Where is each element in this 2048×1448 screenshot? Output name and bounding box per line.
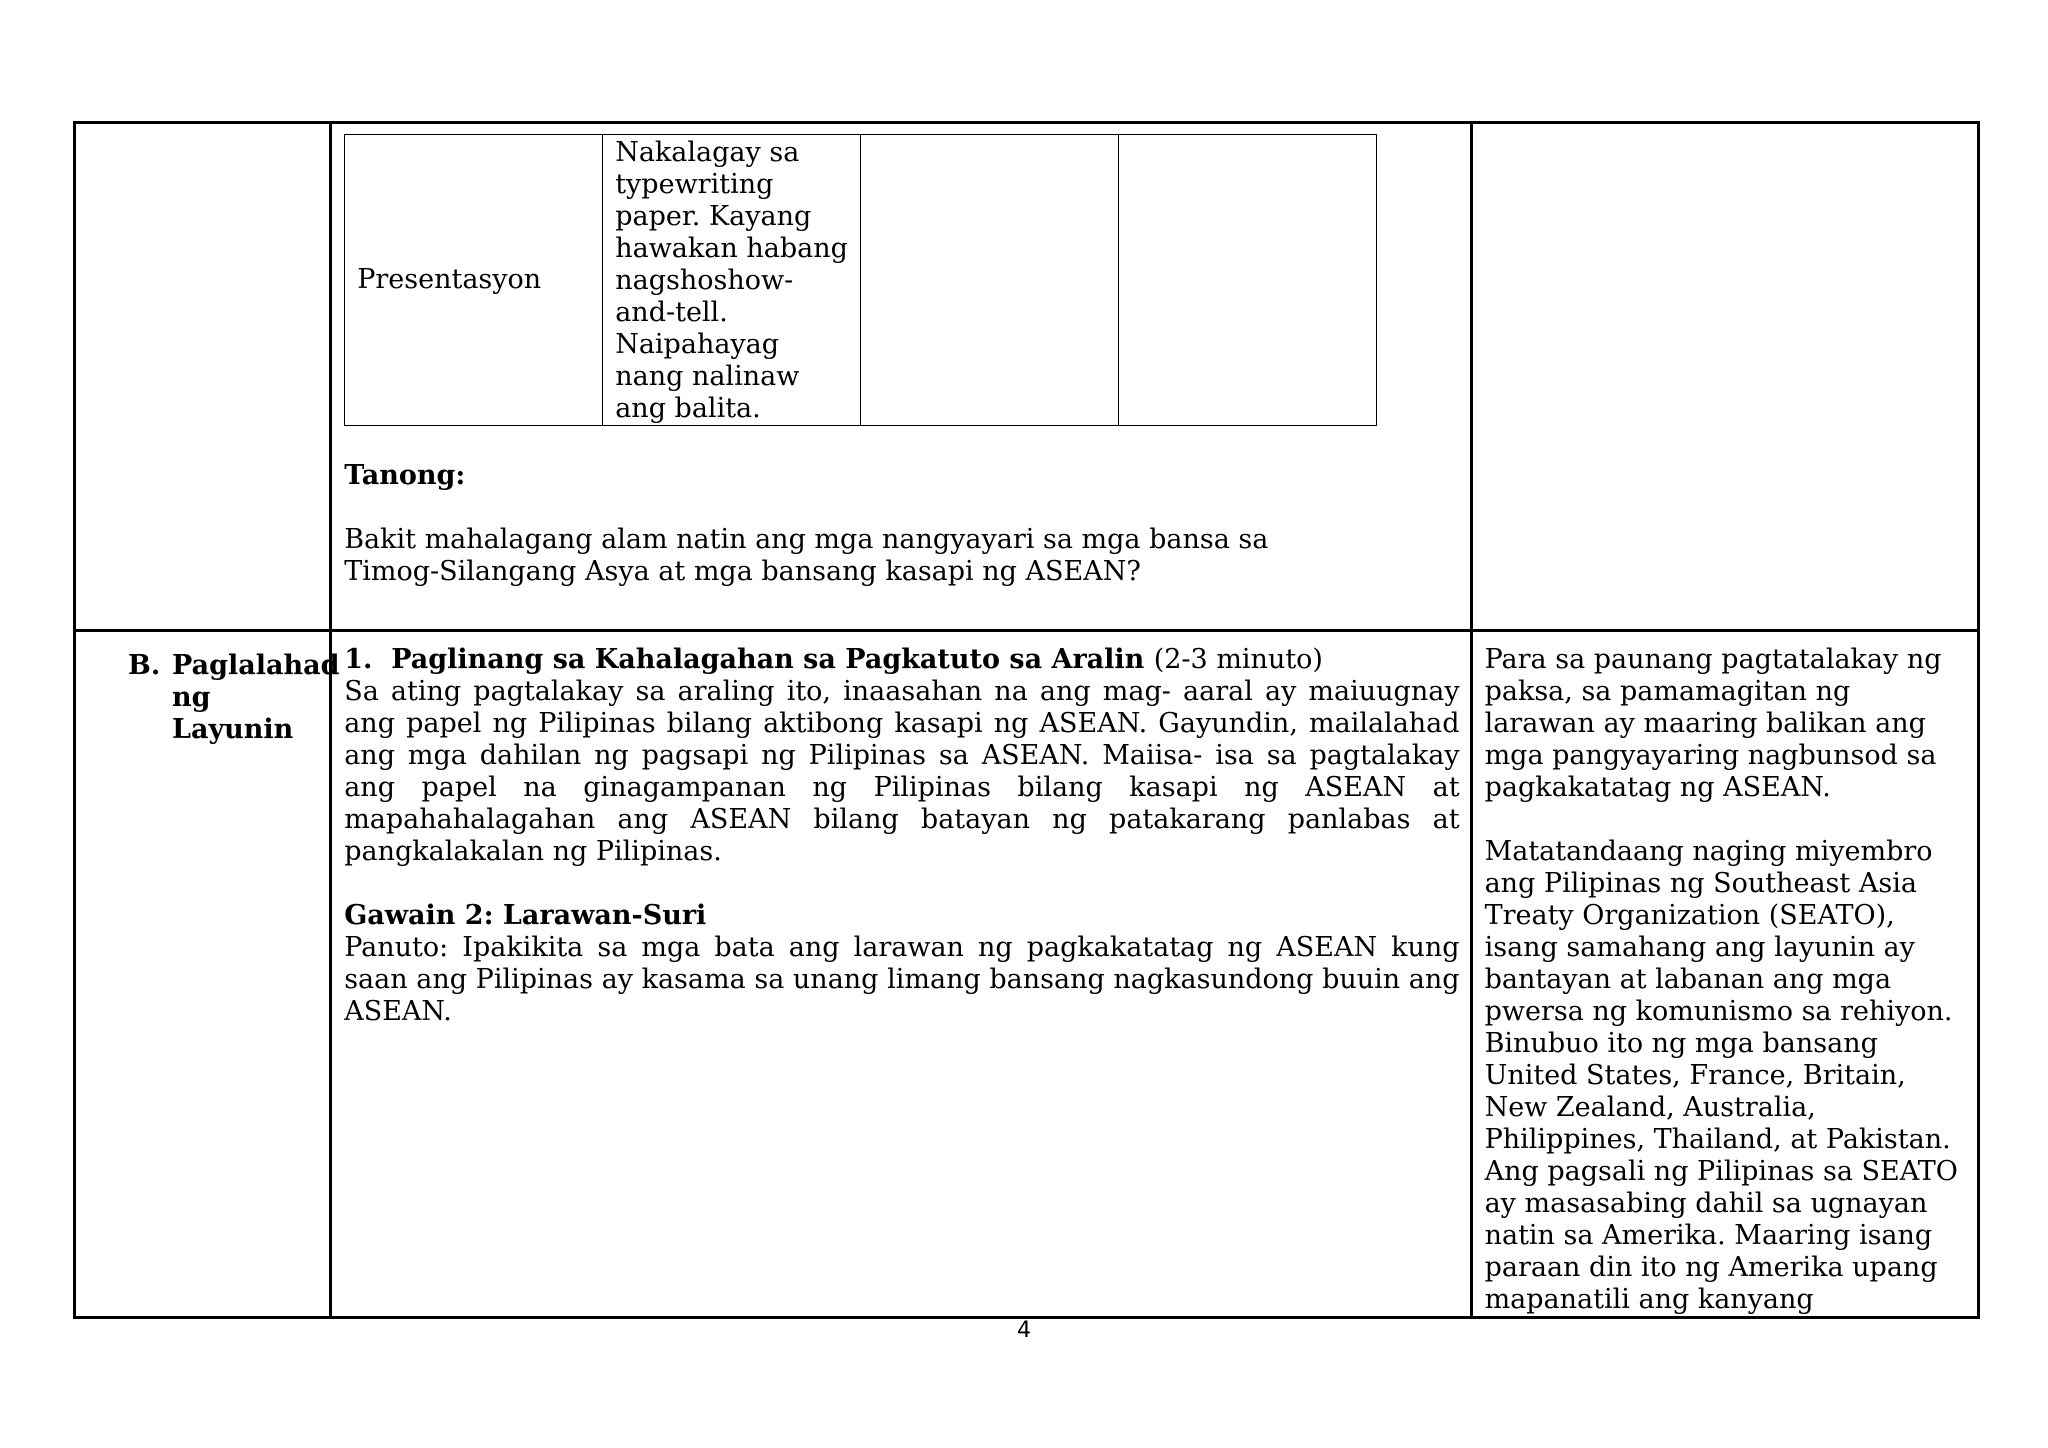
heading-number: 1. [344, 644, 373, 675]
tanong-title: Tanong: [344, 460, 466, 491]
page-number: 4 [1017, 1318, 1031, 1343]
rubric-description: Nakalagay sa typewriting paper. Kayang hawakan habang nagshoshow-and-tell. Naipahayag nang nalinaw ang balita. [603, 135, 861, 426]
side-note-2: Matatandaang naging miyembro ang Pilipinas ng Southeast Asia Treaty Organization (SEATO), isang samahang ang layunin ay bantayan at labanan ang mga pwersa ng komunismo sa rehiyon. Binubuo ito ng mga bansang United States, France, Britain, New Zealand, Australia, Philippines, Thailand, at Pakistan. Ang pagsali ng Pilipinas sa SEATO ay masasabing dahil sa ugnayan natin sa Amerika. Maaring isang paraan din ito ng Amerika upang mapanatili ang kanyang [1484, 836, 1958, 1315]
gawain-text: Panuto: Ipakikita sa mga bata ang larawan ng pagkakatatag ng ASEAN kung saan ang Pilipinas ay kasama sa unang limang bansang nagkasundong buuin ang ASEAN. [344, 932, 1460, 1027]
rubric-row [345, 135, 1377, 426]
rubric-score-cell [861, 135, 1119, 426]
rubric-table [344, 134, 1377, 426]
tanong-text: Bakit mahalagang alam natin ang mga nangyayari sa mga bansa sa Timog-Silangang Asya at mga bansang kasapi ng ASEAN? [344, 524, 1269, 587]
side-note-1: Para sa paunang pagtatalakay ng paksa, sa pamamagitan ng larawan ay maaring balikan ang mga pangyayaring nagbunsod sa pagkakatatag ng ASEAN. [1484, 644, 1942, 803]
table-row [75, 631, 1979, 1318]
side-cell-empty [1471, 123, 1978, 631]
side-notes-cell [1471, 631, 1978, 1318]
rubric-criterion: Presentasyon [345, 135, 603, 426]
section-label-cell [75, 631, 340, 1318]
heading-title: Paglinang sa Kahalagahan sa Pagkatuto sa Aralin [391, 644, 1145, 675]
content-cell [331, 631, 1471, 1318]
section-letter: B. [128, 650, 161, 681]
gawain-title: Gawain 2: Larawan-Suri [344, 900, 707, 931]
objective-paragraph: Sa ating pagtalakay sa araling ito, inaasahan na ang mag- aaral ay maiuugnay ang papel ng Pilipinas bilang aktibong kasapi ng ASEAN. Gayundin, mailalahad ang mga dahilan ng pagsapi ng Pilipinas sa ASEAN. Maiisa- isa sa pagtalakay ang papel na ginagampanan ng Pilipinas bilang kasapi ng ASEAN at mapahahalagahan ang ASEAN bilang batayan ng patakarang panlabas at pangkalakalan ng Pilipinas. [344, 676, 1460, 867]
section-label: Paglalahad ng Layunin [172, 650, 340, 745]
lesson-plan-table [73, 121, 1980, 1319]
section-heading [344, 644, 1459, 676]
heading-time: (2-3 minuto) [1153, 644, 1323, 675]
label-cell-empty [75, 123, 331, 631]
table-row [75, 123, 1979, 631]
content-cell [331, 123, 1471, 631]
rubric-score-cell [1119, 135, 1377, 426]
